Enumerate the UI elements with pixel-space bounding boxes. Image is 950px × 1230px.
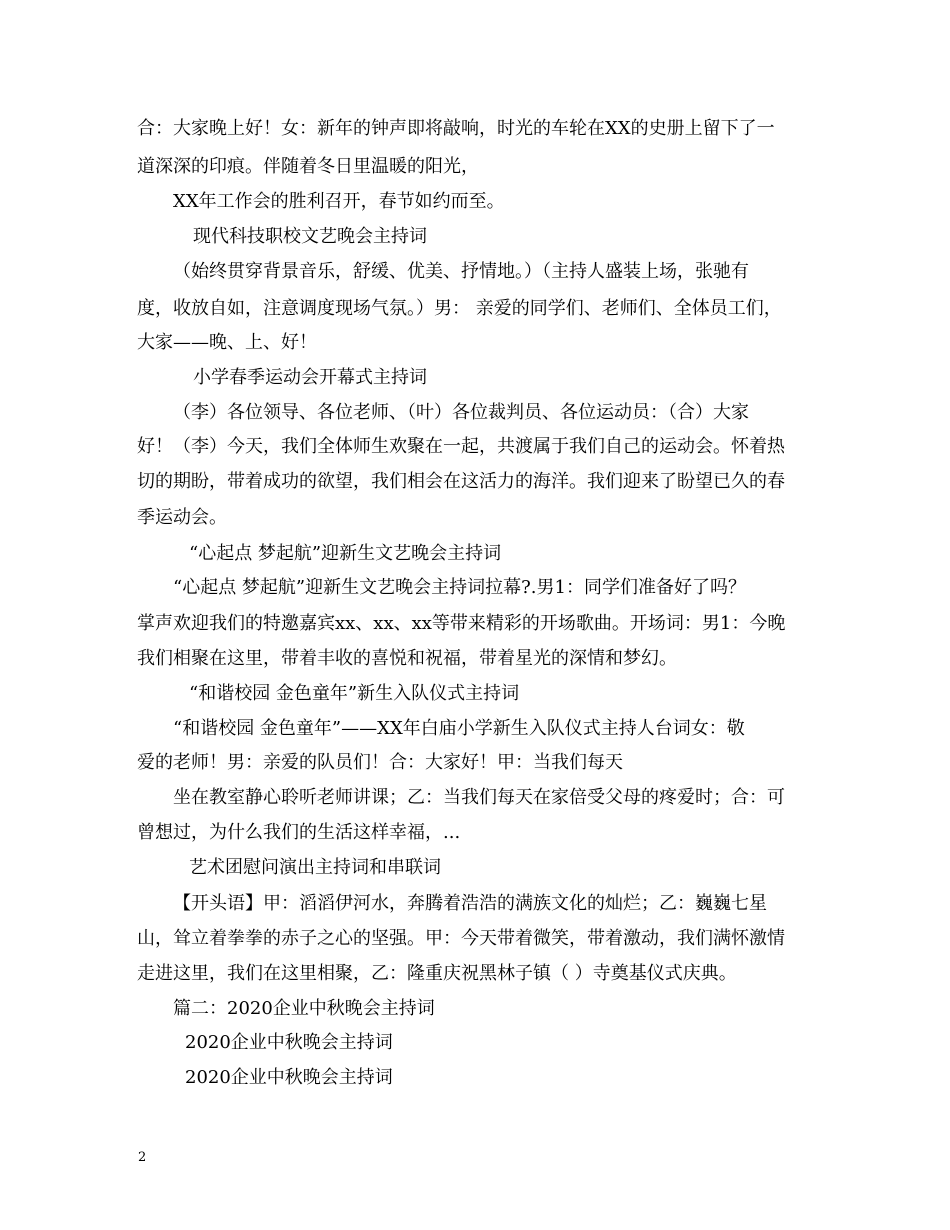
text-line: 度，收放自如，注意调度现场气氛。）男： 亲爱的同学们、老师们、全体员工们， [137, 298, 782, 319]
text-line: 切的期盼，带着成功的欲望，我们相会在这活力的海洋。我们迎来了盼望已久的春 [137, 471, 785, 492]
section-heading: 现代科技职校文艺晚会主持词 [193, 226, 427, 247]
text-line: 曾想过，为什么我们的生活这样幸福，... [137, 822, 461, 843]
text-line: （始终贯穿背景音乐，舒缓、优美、抒情地。）（主持人盛装上场，张驰有 [173, 261, 749, 282]
text-line: 山，耸立着拳拳的赤子之心的坚强。甲：今天带着微笑，带着激动，我们满怀激情 [137, 928, 785, 949]
text-line: 道深深的印痕。伴随着冬日里温暖的阳光， [137, 156, 479, 177]
section-heading: “心起点 梦起航”迎新生文艺晚会主持词 [189, 543, 502, 564]
text-line: XX年工作会的胜利召开，春节如约而至。 [173, 191, 505, 212]
text-line: “心起点 梦起航”迎新生文艺晚会主持词拉幕?.男1：同学们准备好了吗？ [173, 577, 746, 598]
section-heading: 2020企业中秋晚会主持词 [185, 1032, 393, 1053]
text-line: 走进这里，我们在这里相聚，乙：隆重庆祝黑林子镇（ ）寺奠基仪式庆典。 [137, 963, 737, 984]
text-line: 大家——晚、上、好！ [137, 332, 317, 353]
text-line: “和谐校园 金色童年”——XX年白庙小学新生入队仪式主持人台词女：敬 [173, 718, 745, 739]
text-line: 掌声欢迎我们的特邀嘉宾xx、xx、xx等带来精彩的开场歌曲。开场词：男1：今晚 [137, 613, 786, 634]
text-line: 爱的老师！男：亲爱的队员们！合：大家好！甲：当我们每天 [137, 752, 623, 773]
page-number: 2 [138, 1150, 147, 1165]
text-line: 坐在教室静心聆听老师讲课；乙：当我们每天在家倍受父母的疼爱时；合：可 [173, 787, 785, 808]
text-line: 【开头语】甲：滔滔伊河水，奔腾着浩浩的满族文化的灿烂；乙：巍巍七星 [173, 893, 767, 914]
section-heading: 小学春季运动会开幕式主持词 [193, 367, 427, 388]
section-heading: 艺术团慰问演出主持词和串联词 [189, 857, 441, 878]
text-line: 合：大家晚上好！女：新年的钟声即将敲响，时光的车轮在XX的史册上留下了一 [137, 118, 775, 139]
section-heading: “和谐校园 金色童年”新生入队仪式主持词 [189, 683, 520, 704]
text-line: 我们相聚在这里，带着丰收的喜悦和祝福，带着星光的深情和梦幻。 [137, 648, 677, 669]
section-heading: 2020企业中秋晚会主持词 [185, 1067, 393, 1088]
text-line: 季运动会。 [137, 507, 227, 528]
section-heading: 篇二：2020企业中秋晚会主持词 [173, 998, 435, 1019]
text-line: 好！（李）今天，我们全体师生欢聚在一起，共渡属于我们自己的运动会。怀着热 [137, 436, 785, 457]
text-line: （李）各位领导、各位老师、（叶）各位裁判员、各位运动员：（合）大家 [173, 402, 749, 423]
